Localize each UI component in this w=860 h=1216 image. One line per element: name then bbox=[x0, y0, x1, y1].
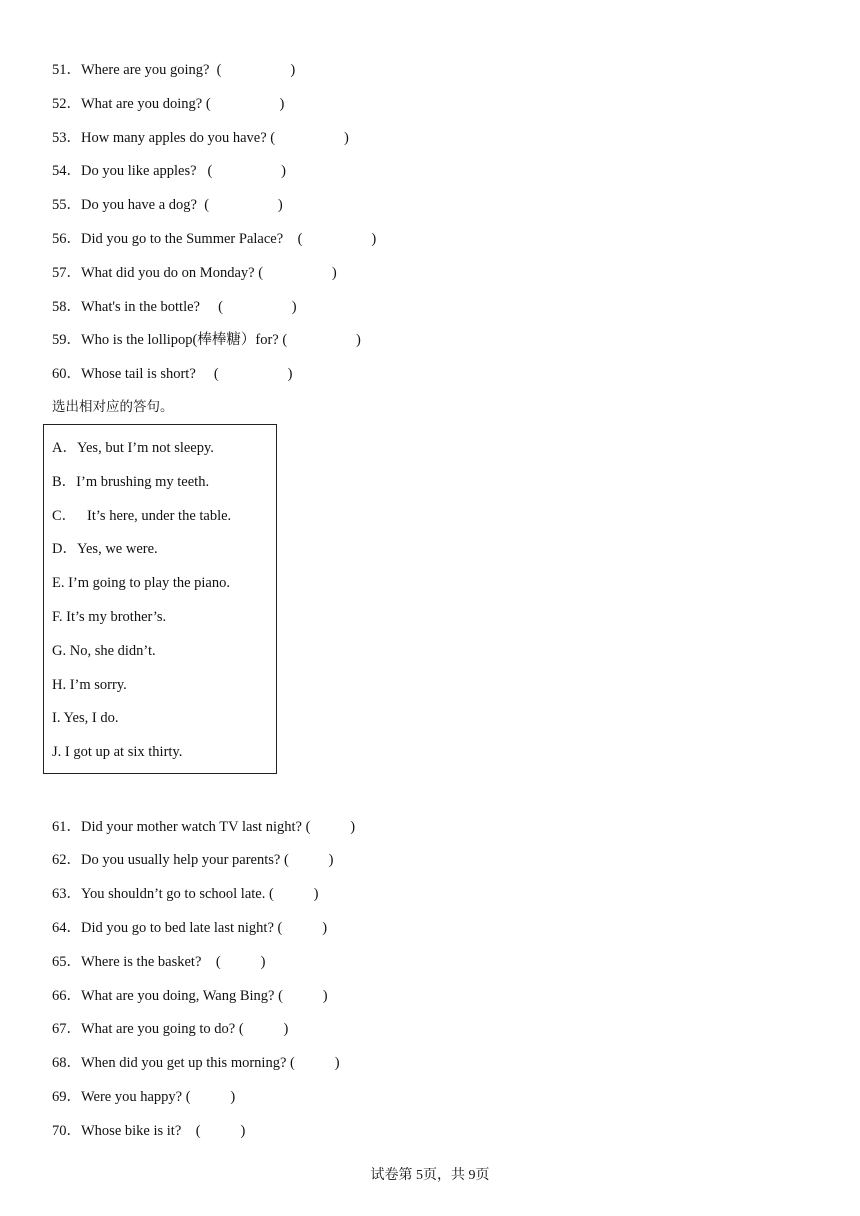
question-70 bbox=[52, 1120, 245, 1142]
instruction-text: 选出相对应的答句。 bbox=[52, 399, 174, 415]
question-53 bbox=[52, 127, 349, 149]
question-number: 58． bbox=[52, 299, 81, 315]
question-number: 63． bbox=[52, 886, 81, 902]
question-66 bbox=[52, 985, 328, 1007]
question-number: 66． bbox=[52, 988, 81, 1004]
question-number: 56． bbox=[52, 231, 81, 247]
question-number: 62． bbox=[52, 852, 81, 868]
question-text: Did your mother watch TV last night? ( ) bbox=[81, 819, 356, 835]
question-text: Do you like apples? ( ) bbox=[81, 163, 286, 179]
answer-option-a: A．Yes, but I’m not sleepy. bbox=[52, 440, 214, 456]
question-56 bbox=[52, 228, 376, 250]
question-text: How many apples do you have? ( ) bbox=[81, 130, 349, 146]
question-52 bbox=[52, 93, 284, 115]
question-55 bbox=[52, 194, 283, 216]
question-number: 53． bbox=[52, 130, 81, 146]
question-63 bbox=[52, 883, 319, 905]
answer-option-d: D．Yes, we were. bbox=[52, 541, 158, 557]
question-text: Did you go to bed late last night? ( ) bbox=[81, 920, 328, 936]
question-51 bbox=[52, 59, 295, 81]
question-text: Whose bike is it? ( ) bbox=[81, 1123, 246, 1139]
answer-option-h: H. I’m sorry. bbox=[52, 677, 127, 693]
question-69 bbox=[52, 1086, 235, 1108]
answer-option-b: B．I’m brushing my teeth. bbox=[52, 474, 210, 490]
question-text: Were you happy? ( ) bbox=[81, 1089, 236, 1105]
question-text: Did you go to the Summer Palace? ( ) bbox=[81, 231, 377, 247]
answer-option-i: I. Yes, I do. bbox=[52, 710, 119, 726]
question-text: What did you do on Monday? ( ) bbox=[81, 265, 337, 281]
question-number: 59． bbox=[52, 332, 81, 348]
question-number: 61． bbox=[52, 819, 81, 835]
question-text: What are you going to do? ( ) bbox=[81, 1021, 289, 1037]
question-54 bbox=[52, 160, 286, 182]
question-text: You shouldn’t go to school late. ( ) bbox=[81, 886, 319, 902]
question-text: What are you doing? ( ) bbox=[81, 96, 285, 112]
question-text: When did you get up this morning? ( ) bbox=[81, 1055, 340, 1071]
question-59 bbox=[52, 329, 361, 351]
answer-option-g: G. No, she didn’t. bbox=[52, 643, 156, 659]
question-number: 52． bbox=[52, 96, 81, 112]
question-62 bbox=[52, 849, 334, 871]
question-number: 51． bbox=[52, 62, 81, 78]
question-57 bbox=[52, 262, 337, 284]
question-text: What's in the bottle? ( ) bbox=[81, 299, 297, 315]
question-68 bbox=[52, 1052, 340, 1074]
question-number: 57． bbox=[52, 265, 81, 281]
page-footer: 试卷第 5页，共 9页 bbox=[370, 1168, 490, 1183]
answer-option-f: F. It’s my brother’s. bbox=[52, 609, 167, 625]
question-65 bbox=[52, 951, 265, 973]
question-text: Do you usually help your parents? ( ) bbox=[81, 852, 334, 868]
question-number: 69． bbox=[52, 1089, 81, 1105]
answer-option-c: C． It’s here, under the table. bbox=[52, 508, 232, 524]
question-61 bbox=[52, 816, 355, 838]
question-number: 67． bbox=[52, 1021, 81, 1037]
question-text: Do you have a dog? ( ) bbox=[81, 197, 283, 213]
answer-option-e: E. I’m going to play the piano. bbox=[52, 575, 230, 591]
question-number: 60． bbox=[52, 366, 81, 382]
question-number: 70． bbox=[52, 1123, 81, 1139]
question-number: 54． bbox=[52, 163, 81, 179]
question-number: 64． bbox=[52, 920, 81, 936]
question-67 bbox=[52, 1018, 288, 1040]
question-text: Whose tail is short? ( ) bbox=[81, 366, 293, 382]
question-text: What are you doing, Wang Bing? ( ) bbox=[81, 988, 328, 1004]
question-number: 55． bbox=[52, 197, 81, 213]
answer-option-j: J. I got up at six thirty. bbox=[52, 744, 183, 760]
question-number: 65． bbox=[52, 954, 81, 970]
question-text: Where are you going? ( ) bbox=[81, 62, 296, 78]
question-58 bbox=[52, 296, 297, 318]
question-60 bbox=[52, 363, 292, 385]
question-number: 68． bbox=[52, 1055, 81, 1071]
question-64 bbox=[52, 917, 327, 939]
question-text: Who is the lollipop(棒棒糖）for? ( ) bbox=[81, 332, 361, 348]
question-text: Where is the basket? ( ) bbox=[81, 954, 266, 970]
